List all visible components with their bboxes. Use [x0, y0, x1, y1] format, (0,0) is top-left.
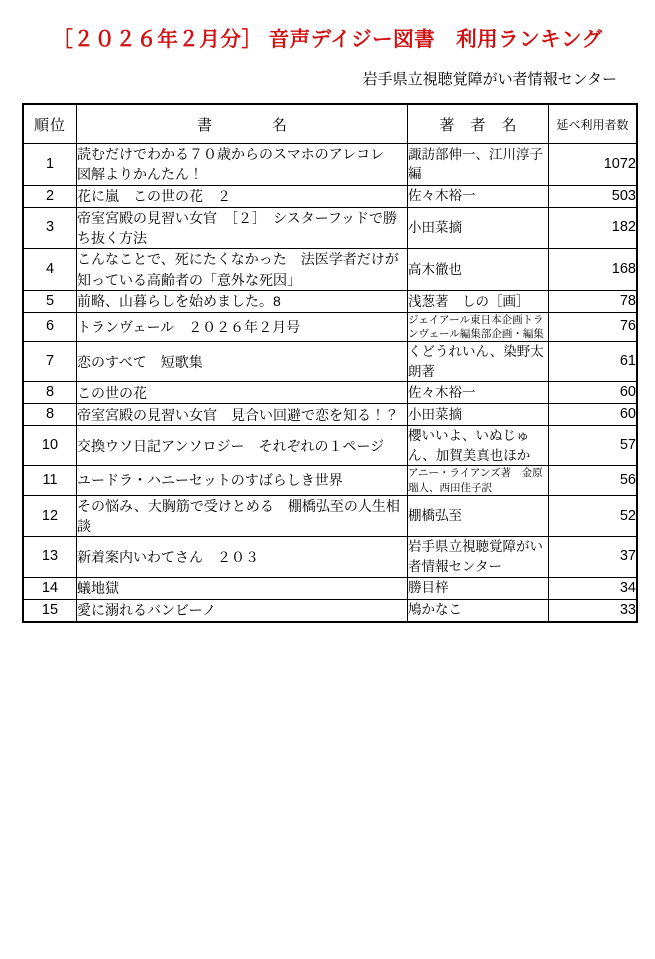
ranking-table — [22, 103, 638, 623]
table-row — [23, 342, 637, 382]
book-title: 花に嵐 この世の花 ２ — [77, 187, 231, 204]
column-header-author: 著 者 名 — [408, 104, 549, 144]
cell-title — [77, 495, 408, 537]
cell-rank: 3 — [23, 207, 77, 249]
book-title: 帝室宮殿の見習い女官 見合い回避で恋を知る！？ — [77, 406, 399, 423]
cell-title — [77, 312, 408, 341]
table-body — [23, 144, 637, 622]
cell-count: 78 — [549, 290, 638, 312]
book-author: 佐々木裕一 — [408, 385, 476, 400]
book-author: くどうれいん、染野太朗著 — [408, 344, 544, 379]
table-header — [23, 104, 637, 144]
book-author: 櫻いいよ、いぬじゅん、加賀美真也ほか — [408, 428, 531, 463]
cell-rank: 14 — [23, 577, 77, 599]
cell-rank: 10 — [23, 426, 77, 466]
cell-count: 52 — [549, 495, 638, 537]
cell-rank: 12 — [23, 495, 77, 537]
book-title: ユードラ・ハニーセットのすばらしき世界 — [77, 472, 343, 489]
book-author: 高木徹也 — [408, 261, 462, 277]
cell-author — [408, 404, 549, 426]
book-author: ジェイアール東日本企画トランヴェール編集部企画・編集 — [408, 313, 544, 340]
cell-title — [77, 426, 408, 466]
cell-title — [77, 466, 408, 495]
cell-title — [77, 404, 408, 426]
book-author: 棚橋弘至 — [408, 508, 462, 524]
table-row — [23, 404, 637, 426]
cell-rank: 11 — [23, 466, 77, 495]
book-author: 鳩かなこ — [408, 602, 462, 618]
cell-count: 60 — [549, 382, 638, 404]
table-row — [23, 426, 637, 466]
cell-rank: 7 — [23, 342, 77, 382]
cell-author — [408, 144, 549, 186]
table-row — [23, 599, 637, 622]
cell-author — [408, 495, 549, 537]
book-author: 小田菜摘 — [408, 407, 462, 423]
cell-count: 57 — [549, 426, 638, 466]
book-title: 帝室宮殿の見習い女官 ［２］ シスターフッドで勝ち抜く方法 — [77, 209, 397, 246]
cell-rank: 8 — [23, 404, 77, 426]
book-title: その悩み、大胸筋で受けとめる 棚橋弘至の人生相談 — [77, 497, 400, 535]
cell-rank: 5 — [23, 290, 77, 312]
ranking-table-wrapper — [22, 103, 636, 623]
cell-count: 1072 — [549, 144, 638, 186]
table-row — [23, 144, 637, 186]
cell-title — [77, 207, 408, 249]
table-row — [23, 185, 637, 207]
book-title: この世の花 — [77, 384, 147, 401]
document-page — [0, 22, 655, 959]
book-title: 愛に溺れるバンビーノ — [77, 601, 217, 618]
cell-count: 503 — [549, 185, 638, 207]
cell-count: 76 — [549, 312, 638, 341]
cell-author — [408, 577, 549, 599]
book-title: 交換ウソ日記アンソロジー それぞれの１ページ — [77, 437, 385, 454]
cell-title — [77, 249, 408, 291]
cell-title — [77, 577, 408, 599]
book-author: 小田菜摘 — [408, 220, 462, 236]
organization-name: 岩手県立視聴覚障がい者情報センター — [362, 71, 617, 88]
cell-author — [408, 342, 549, 382]
book-author: アニー・ライアンズ著 金原瑞人、西田佳子訳 — [408, 467, 543, 494]
column-header-title: 書 名 — [77, 104, 408, 144]
book-title: トランヴェール ２０２６年２月号 — [77, 318, 301, 335]
cell-rank: 2 — [23, 185, 77, 207]
book-author: 岩手県立視聴覚障がい者情報センター — [408, 539, 543, 574]
cell-count: 182 — [549, 207, 638, 249]
cell-rank: 13 — [23, 537, 77, 577]
cell-author — [408, 537, 549, 577]
cell-title — [77, 537, 408, 577]
table-row — [23, 495, 637, 537]
cell-title — [77, 144, 408, 186]
table-row — [23, 382, 637, 404]
cell-title — [77, 290, 408, 312]
column-header-count: 延べ利用者数 — [549, 104, 638, 144]
book-author: 浅葱著 しの［画］ — [408, 293, 530, 309]
table-row — [23, 577, 637, 599]
cell-count: 61 — [549, 342, 638, 382]
cell-rank: 4 — [23, 249, 77, 291]
cell-author — [408, 249, 549, 291]
cell-author — [408, 382, 549, 404]
cell-title — [77, 382, 408, 404]
cell-rank: 6 — [23, 312, 77, 341]
cell-count: 56 — [549, 466, 638, 495]
cell-count: 37 — [549, 537, 638, 577]
cell-rank: 8 — [23, 382, 77, 404]
table-row — [23, 537, 637, 577]
cell-author — [408, 207, 549, 249]
cell-title — [77, 599, 408, 622]
cell-count: 34 — [549, 577, 638, 599]
table-row — [23, 249, 637, 291]
cell-title — [77, 185, 408, 207]
book-author: 勝目梓 — [408, 580, 449, 596]
cell-rank: 15 — [23, 599, 77, 622]
table-row — [23, 207, 637, 249]
book-author: 佐々木裕一 — [408, 188, 476, 204]
cell-author — [408, 185, 549, 207]
cell-title — [77, 342, 408, 382]
table-row — [23, 312, 637, 341]
cell-author — [408, 290, 549, 312]
page-title: ［２０２６年２月分］ 音声デイジー図書 利用ランキング — [52, 28, 603, 51]
cell-author — [408, 599, 549, 622]
cell-author — [408, 466, 549, 495]
book-title: 読むだけでわかる７０歳からのスマホのアレコレ 図解よりかんたん！ — [77, 146, 399, 183]
cell-count: 168 — [549, 249, 638, 291]
book-title: 蟻地獄 — [77, 579, 119, 596]
table-header-row — [23, 104, 637, 144]
book-title: 恋のすべて 短歌集 — [77, 353, 203, 370]
cell-rank: 1 — [23, 144, 77, 186]
book-title: こんなことで、死にたくなかった 法医学者だけが知っている高齢者の「意外な死因」 — [77, 251, 399, 288]
table-row — [23, 466, 637, 495]
cell-count: 33 — [549, 599, 638, 622]
book-title: 前略、山暮らしを始めました。8 — [77, 293, 281, 310]
column-header-rank: 順位 — [23, 104, 77, 144]
cell-author — [408, 312, 549, 341]
book-author: 諏訪部伸一、江川淳子編 — [408, 146, 543, 182]
book-title: 新着案内いわてさん ２０３ — [77, 548, 259, 565]
cell-author — [408, 426, 549, 466]
cell-count: 60 — [549, 404, 638, 426]
table-row — [23, 290, 637, 312]
